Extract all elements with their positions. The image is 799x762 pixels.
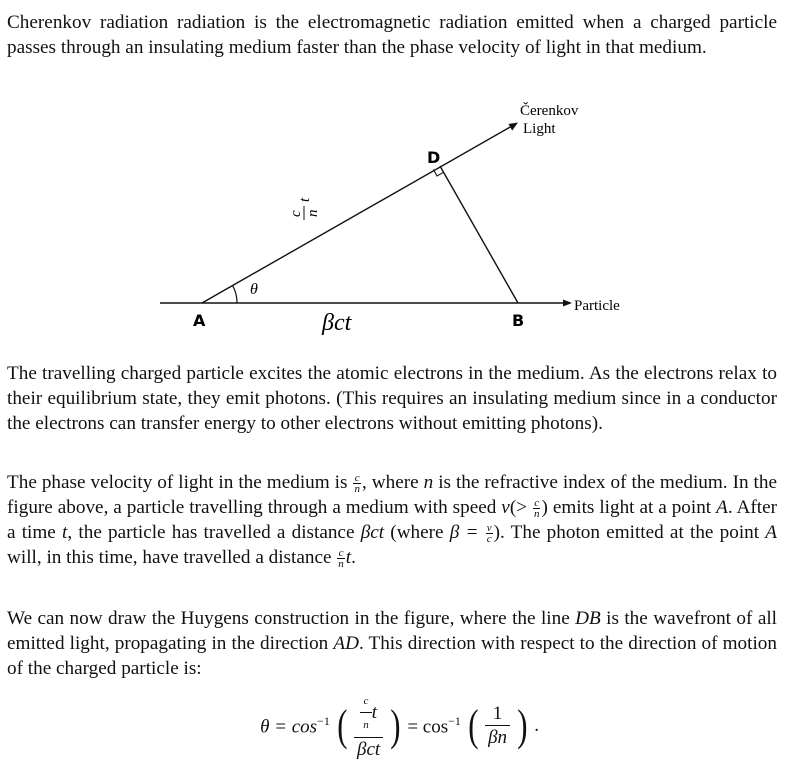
- svg-text:t: t: [297, 197, 313, 202]
- label-point-b: B: [512, 311, 525, 330]
- theta-equation: $\theta = \cos^{-1}$ ( $\frac{c}{n}$ t βct ) = $\cos^{-1}$ ( $\frac{1}{\beta n}$ ) .: [0, 690, 799, 760]
- label-theta: θ: [250, 281, 258, 298]
- svg-text:c: c: [288, 210, 304, 217]
- intro-paragraph: Cherenkov radiation radiation is the electromagnetic radiation emitted when a charged particle passes through an insulating medium faster than the phase velocity of light in that medium.: [7, 12, 777, 58]
- cherenkov-light-line: [202, 126, 512, 303]
- label-ct-over-n: [288, 197, 321, 220]
- fraction-v-over-c: $\frac{v}{c}$: [486, 522, 492, 546]
- cherenkov-figure: [0, 96, 799, 346]
- label-beta-ct: βct: [322, 310, 352, 336]
- label-cherenkov-line1: Čerenkov: [520, 103, 579, 119]
- phase-velocity-paragraph: The phase velocity of light in the medium is $\frac{c}{n}$ , where n is the refractive index of the medium. In the figure above, a particle travelling through a medium with speed v(> $\frac{c}{n}$ ) emits light at a point A. After a time t, the particle has travelled a distance βct (where β = $\frac{v}{c}$ ). The photon emitted at the point A will, in this time, have travelled a distance $\frac{c}{n}$ t.: [7, 472, 778, 571]
- label-particle: Particle: [574, 298, 620, 314]
- label-point-d: D: [427, 148, 441, 167]
- svg-text:n: n: [305, 209, 321, 217]
- particle-arrowhead: [563, 300, 572, 307]
- fraction-c-over-n: $\frac{c}{n}$: [338, 547, 344, 571]
- theta-arc: [233, 285, 238, 303]
- electrons-paragraph: The travelling charged particle excites the atomic electrons in the medium. As the electrons relax to their equilibrium state, they emit photons. (This requires an insulating medium since in a conductor the electrons can transfer energy to other electrons without emitting photons).: [7, 363, 777, 434]
- wavefront-line-db: [440, 166, 518, 303]
- label-cherenkov-line2: Light: [523, 121, 556, 137]
- label-point-a: A: [193, 311, 206, 330]
- fraction-c-over-n: $\frac{c}{n}$: [533, 497, 540, 521]
- huygens-paragraph: We can now draw the Huygens construction in the figure, where the line DB is the wavefront of all emitted light, propagating in the direction AD. This direction with respect to the direction of motion of the charged particle is:: [7, 608, 777, 679]
- fraction-c-over-n: $\frac{c}{n}$: [354, 472, 360, 496]
